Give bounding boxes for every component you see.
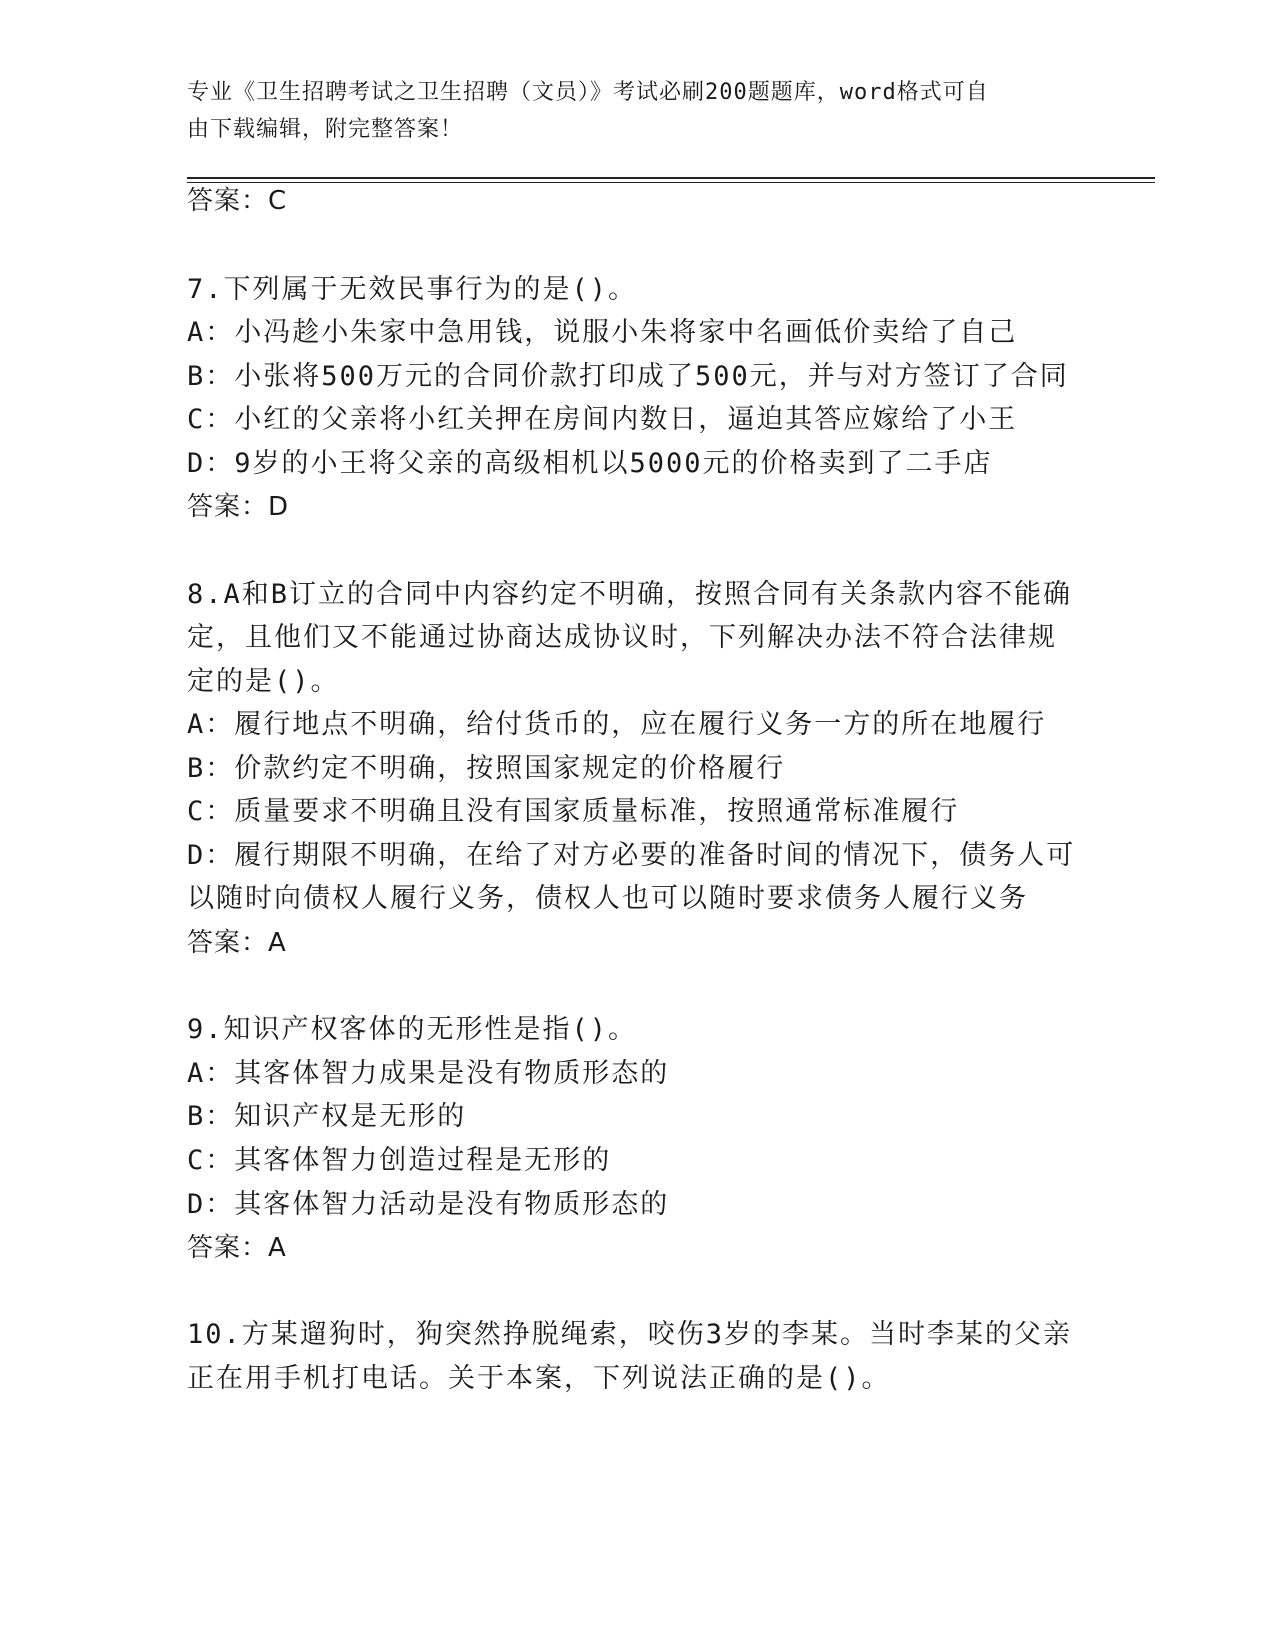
header-divider-thin: [187, 182, 1155, 183]
option-b: B：知识产权是无形的: [187, 1101, 467, 1132]
option-c: C：小红的父亲将小红关押在房间内数日，逼迫其答应嫁给了小王: [187, 404, 1018, 435]
option-b: B：价款约定不明确，按照国家规定的价格履行: [187, 753, 786, 784]
intro-line: 由下载编辑，附完整答案！: [187, 117, 464, 142]
answer-line: 答案：A: [187, 928, 287, 958]
header-divider: [187, 177, 1155, 179]
question-stem: 8.A和B订立的合同中内容约定不明确，按照合同有关条款内容不能确: [187, 579, 1073, 610]
question-stem: 7.下列属于无效民事行为的是()。: [187, 274, 638, 305]
answer-line: 答案：A: [187, 1233, 287, 1263]
option-b: B：小张将500万元的合同价款打印成了500元，并与对方签订了合同: [187, 361, 1069, 392]
question-stem: 正在用手机打电话。关于本案，下列说法正确的是()。: [187, 1363, 891, 1394]
option-d: D：9岁的小王将父亲的高级相机以5000元的价格卖到了二手店: [187, 448, 993, 479]
question-stem: 9.知识产权客体的无形性是指()。: [187, 1014, 638, 1045]
answer-line: 答案：C: [187, 186, 288, 216]
option-c: C：其客体智力创造过程是无形的: [187, 1145, 612, 1176]
document-intro: [187, 74, 1067, 148]
option-d: D：其客体智力活动是没有物质形态的: [187, 1189, 670, 1220]
answer-line: 答案：D: [187, 492, 290, 522]
option-a: A：履行地点不明确，给付货币的，应在履行义务一方的所在地履行: [187, 709, 1047, 740]
option-a: A：其客体智力成果是没有物质形态的: [187, 1058, 670, 1089]
intro-line: 专业《卫生招聘考试之卫生招聘（文员）》考试必刷200题题库，word格式可自: [187, 80, 989, 105]
option-a: A：小冯趁小朱家中急用钱，说服小朱将家中名画低价卖给了自己: [187, 317, 1018, 348]
question-stem: 10.方某遛狗时，狗突然挣脱绳索，咬伤3岁的李某。当时李某的父亲: [187, 1319, 1073, 1350]
option-d: 以随时向债权人履行义务，债权人也可以随时要求债务人履行义务: [187, 883, 1028, 914]
question-stem: 定的是()。: [187, 666, 340, 697]
question-stem: 定，且他们又不能通过协商达成协议时，下列解决办法不符合法律规: [187, 622, 1057, 653]
option-d: D：履行期限不明确，在给了对方必要的准备时间的情况下，债务人可: [187, 840, 1076, 871]
option-c: C：质量要求不明确且没有国家质量标准，按照通常标准履行: [187, 796, 960, 827]
